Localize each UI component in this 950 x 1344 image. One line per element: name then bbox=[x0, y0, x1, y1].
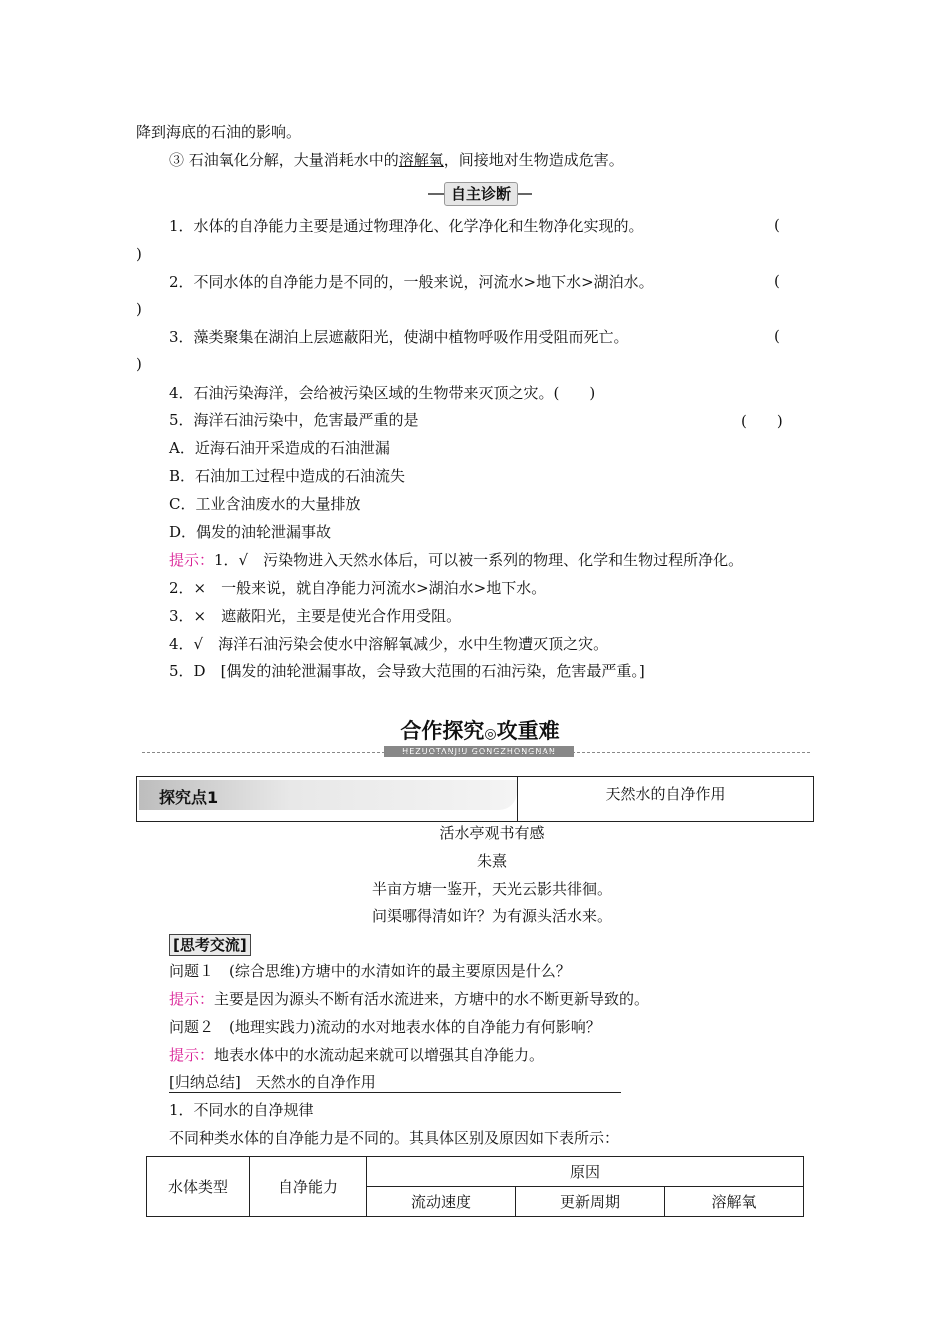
diagnosis-item-5: 5．海洋石油污染中，危害最严重的是 bbox=[169, 411, 419, 429]
poem-author: 朱熹 bbox=[476, 852, 507, 870]
table-header-row bbox=[147, 1157, 804, 1187]
cooperation-pinyin: HEZUOTANJIU GONGZHONGNAN bbox=[384, 746, 574, 757]
question-1: 问题１ (综合思维)方塘中的水清如许的最主要原因是什么？ bbox=[169, 962, 571, 980]
dissolved-oxygen-term: 溶解氧 bbox=[398, 151, 444, 169]
answer-paren-open-1: ( bbox=[774, 216, 780, 234]
option-b: B．石油加工过程中造成的石油流失 bbox=[169, 467, 406, 485]
diagnosis-item-3: 3．藻类聚集在湖泊上层遮蔽阳光，使湖中植物呼吸作用受阻而死亡。 bbox=[169, 328, 629, 346]
diagnosis-item-1: 1．水体的自净能力主要是通过物理净化、化学净化和生物净化实现的。 bbox=[169, 217, 644, 235]
inquiry-point-label: 探究点1 bbox=[159, 788, 219, 807]
inquiry-topic: 天然水的自净作用 bbox=[605, 785, 726, 803]
answer-paren-open-2: ( bbox=[774, 272, 780, 290]
hint-1 bbox=[169, 550, 743, 570]
answer-paren-close-3: ) bbox=[136, 355, 142, 373]
answer-paren-5: ( ) bbox=[741, 412, 783, 430]
hint-1-text: 1．√ 污染物进入天然水体后，可以被一系列的物理、化学和生物过程所净化。 bbox=[214, 551, 744, 569]
cooperation-title-part-2: 攻重难 bbox=[496, 719, 560, 743]
summary-item-1: 1．不同水的自净规律 bbox=[169, 1101, 314, 1119]
water-self-purification-table bbox=[146, 1156, 804, 1217]
question-2: 问题２ (地理实践力)流动的水对地表水体的自净能力有何影响？ bbox=[169, 1018, 601, 1036]
cooperation-title-separator: ◎ bbox=[484, 726, 497, 742]
hint-3: 3．× 遮蔽阳光，主要是使光合作用受阻。 bbox=[169, 607, 462, 625]
header-renewal-cycle: 更新周期 bbox=[516, 1187, 665, 1217]
poem-line-1: 半亩方塘一鉴开，天光云影共徘徊。 bbox=[371, 880, 612, 898]
answer-paren-close-2: ) bbox=[136, 300, 142, 318]
header-water-type: 水体类型 bbox=[147, 1157, 250, 1217]
inquiry-point-box bbox=[136, 776, 814, 822]
header-dissolved-oxygen: 溶解氧 bbox=[665, 1187, 804, 1217]
poem-line-2: 问渠哪得清如许？为有源头活水来。 bbox=[371, 907, 612, 925]
self-diagnosis-title: 自主诊断 bbox=[444, 182, 518, 206]
intro-line-2 bbox=[169, 150, 624, 170]
hint-5: 5．D [偶发的油轮泄漏事故，会导致大范围的石油污染，危害最严重。] bbox=[169, 662, 645, 680]
think-exchange-label: [思考交流] bbox=[169, 934, 251, 956]
header-self-purification: 自净能力 bbox=[250, 1157, 367, 1217]
answer-1-text: 主要是因为源头不断有活水流进来，方塘中的水不断更新导致的。 bbox=[214, 990, 650, 1008]
hint-label: 提示： bbox=[169, 551, 215, 569]
hint-4: 4．√ 海洋石油污染会使水中溶解氧减少，水中生物遭灭顶之灾。 bbox=[169, 635, 609, 653]
summary-description: 不同种类水体的自净能力是不同的。其具体区别及原因如下表所示： bbox=[169, 1129, 620, 1147]
answer-paren-open-3: ( bbox=[774, 327, 780, 345]
option-a: A．近海石油开采造成的石油泄漏 bbox=[169, 439, 390, 457]
answer-1-label: 提示： bbox=[169, 990, 215, 1008]
cooperation-title-part-1: 合作探究 bbox=[400, 719, 485, 743]
header-flow-speed: 流动速度 bbox=[367, 1187, 516, 1217]
poem-title: 活水亭观书有感 bbox=[439, 824, 545, 842]
intro-line-1: 降到海底的石油的影响。 bbox=[136, 123, 302, 141]
summary-heading: [归纳总结] 天然水的自净作用 bbox=[169, 1072, 621, 1093]
cooperation-title bbox=[380, 718, 580, 747]
answer-2 bbox=[169, 1045, 544, 1065]
hint-2: 2．× 一般来说，就自净能力河流水>湖泊水>地下水。 bbox=[169, 579, 547, 597]
inquiry-label-banner bbox=[139, 780, 517, 810]
intro-line-2-post: ，间接地对生物造成危害。 bbox=[443, 151, 624, 169]
option-d: D．偶发的油轮泄漏事故 bbox=[169, 523, 332, 541]
section-dashed-divider bbox=[142, 752, 810, 753]
diagnosis-item-2: 2．不同水体的自净能力是不同的，一般来说，河流水>地下水>湖泊水。 bbox=[169, 273, 654, 291]
option-c: C．工业含油废水的大量排放 bbox=[169, 495, 361, 513]
answer-2-text: 地表水体中的水流动起来就可以增强其自净能力。 bbox=[214, 1046, 545, 1064]
answer-1 bbox=[169, 989, 649, 1009]
answer-paren-close-1: ) bbox=[136, 245, 142, 263]
diagnosis-item-4: 4．石油污染海洋，会给被污染区域的生物带来灭顶之灾。( ) bbox=[169, 384, 596, 402]
self-diagnosis-heading bbox=[428, 182, 532, 204]
answer-2-label: 提示： bbox=[169, 1046, 215, 1064]
header-reason: 原因 bbox=[367, 1157, 804, 1187]
intro-line-2-pre: ③ 石油氧化分解，大量消耗水中的 bbox=[169, 151, 399, 169]
